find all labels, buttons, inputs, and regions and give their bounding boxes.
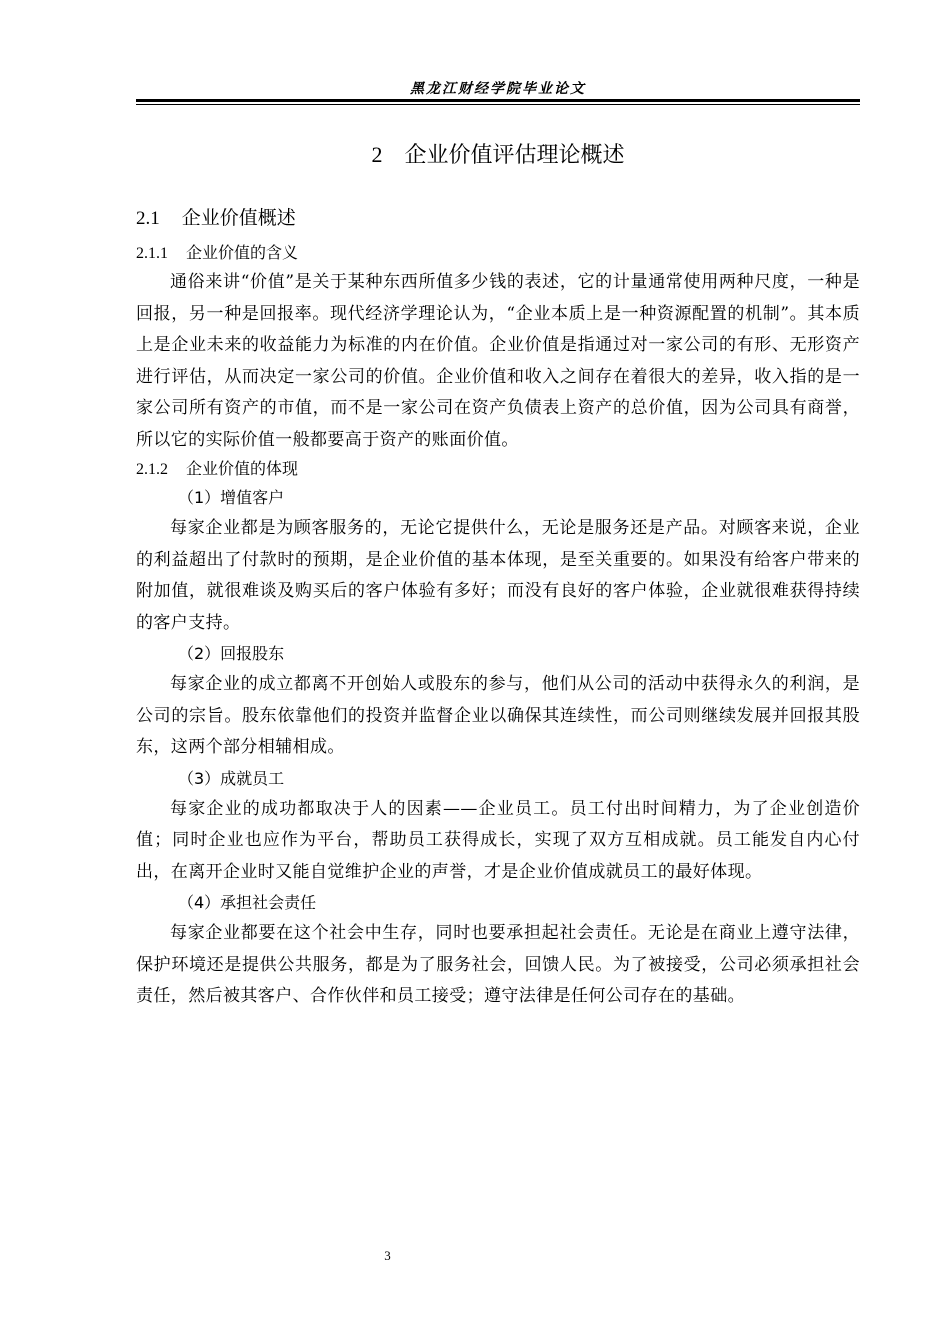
- chapter-title-text: 企业价值评估理论概述: [404, 143, 625, 168]
- subsection-heading: [136, 456, 860, 483]
- page-body: [136, 138, 860, 1013]
- subsection-number: 2.1.1: [136, 245, 168, 262]
- page-number: 3: [384, 1248, 391, 1263]
- item-label: （3）成就员工: [178, 768, 285, 788]
- body-paragraph: 每家企业的成立都离不开创始人或股东的参与，他们从公司的活动中获得永久的利润，是公司的宗旨。股东依靠他们的投资并监督企业以确保其连续性，而公司则继续发展并回报其股东，这两个部分相辅相成。: [136, 674, 860, 757]
- subsection-number: 2.1.2: [136, 461, 168, 478]
- header-rule: [136, 99, 860, 105]
- running-header: 黑龙江财经学院毕业论文: [410, 81, 586, 97]
- body-paragraph: 每家企业的成功都取决于人的因素——企业员工。员工付出时间精力，为了企业创造价值；同时企业也应作为平台，帮助员工获得成长，实现了双方互相成就。员工能发自内心付出，在离开企业时又能自觉维护企业的声誉，才是企业价值成就员工的最好体现。: [136, 798, 860, 882]
- section-title: 企业价值概述: [181, 207, 296, 229]
- chapter-title: [136, 138, 860, 169]
- section-number: 2.1: [136, 208, 160, 229]
- subsection-title: 企业价值的含义: [186, 243, 299, 262]
- subsection-title: 企业价值的体现: [186, 459, 299, 478]
- section-heading: [136, 205, 860, 232]
- item-label: （4）承担社会责任: [178, 893, 317, 912]
- item-label: （1）增值客户: [178, 488, 285, 507]
- body-paragraph: 每家企业都要在这个社会中生存，同时也要承担起社会责任。无论是在商业上遵守法律，保护环境还是提供公共服务，都是为了服务社会，回馈人民。为了被接受，公司必须承担社会责任，然后被其客户、合作伙伴和员工接受；遵守法律是任何公司存在的基础。: [136, 923, 860, 1006]
- item-label: （2）回报股东: [178, 644, 285, 663]
- body-paragraph: 每家企业都是为顾客服务的，无论它提供什么，无论是服务还是产品。对顾客来说，企业的利益超出了付款时的预期，是企业价值的基本体现，是至关重要的。如果没有给客户带来的附加值，就很难谈及购买后的客户体验有多好；而没有良好的客户体验，企业就很难获得持续的客户支持。: [136, 518, 860, 633]
- body-paragraph: 通俗来讲“价值”是关于某种东西所值多少钱的表述，它的计量通常使用两种尺度，一种是回报，另一种是回报率。现代经济学理论认为，“企业本质上是一种资源配置的机制”。其本质上是企业未来的收益能力为标准的内在价值。企业价值是指通过对一家公司的有形、无形资产进行评估，从而决定一家公司的价值。企业价值和收入之间存在着很大的差异，收入指的是一家公司所有资产的市值，而不是一家公司在资产负债表上资产的总价值，因为公司具有商誉，所以它的实际价值一般都要高于资产的账面价值。: [136, 272, 860, 450]
- subsection-heading: [136, 240, 860, 267]
- chapter-number: 2: [371, 142, 383, 167]
